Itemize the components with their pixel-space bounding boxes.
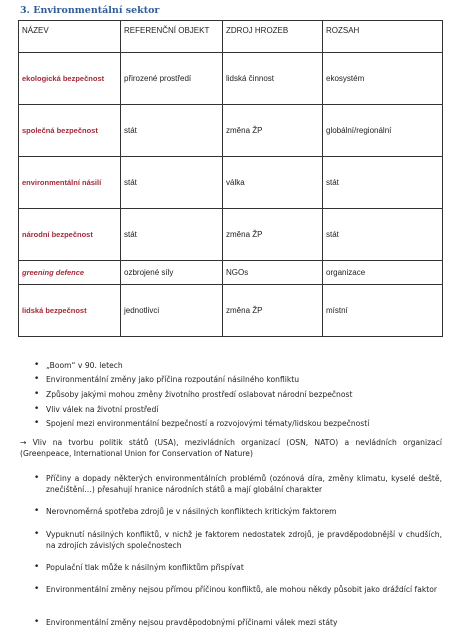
list-item: • Environmentální změny nejsou pravděpodobnými příčinami válek mezi státy <box>46 617 442 628</box>
row-reference-object: ozbrojené síly <box>121 261 223 285</box>
header-name: NÁZEV <box>19 21 121 53</box>
row-scope: místní <box>323 285 443 337</box>
table-row <box>19 209 443 261</box>
row-scope: stát <box>323 209 443 261</box>
row-name: environmentální násilí <box>19 157 121 209</box>
list-item: • Spojení mezi environmentální bezpečností a rozvojovými tématy/lidskou bezpečností <box>46 418 369 429</box>
row-threat-source: válka <box>223 157 323 209</box>
row-reference-object: stát <box>121 157 223 209</box>
row-scope: ekosystém <box>323 53 443 105</box>
row-name: společná bezpečnost <box>19 105 121 157</box>
table-header-row <box>19 21 443 53</box>
list-item: • Environmentální změny jako příčina rozpoutání násilného konfliktu <box>46 374 299 385</box>
row-scope: stát <box>323 157 443 209</box>
row-name: národní bezpečnost <box>19 209 121 261</box>
row-reference-object: přirozené prostředí <box>121 53 223 105</box>
row-scope: globální/regionální <box>323 105 443 157</box>
row-name: greening defence <box>19 261 121 285</box>
list-item: • Vypuknutí násilných konfliktů, v nichž je faktorem nedostatek zdrojů, je pravděpodobnější v chudších, na zdrojích závislých společnostech <box>46 529 442 551</box>
section-heading: 3. Environmentální sektor <box>20 5 160 16</box>
header-threat-source: ZDROJ HROZEB <box>223 21 323 53</box>
row-name: ekologická bezpečnost <box>19 53 121 105</box>
header-scope: ROZSAH <box>323 21 443 53</box>
row-scope: organizace <box>323 261 443 285</box>
table-row <box>19 285 443 337</box>
row-name: lidská bezpečnost <box>19 285 121 337</box>
row-threat-source: změna ŽP <box>223 209 323 261</box>
table-row <box>19 53 443 105</box>
list-item: • „Boom“ v 90. letech <box>46 360 123 371</box>
list-item: • Příčiny a dopady některých environmentálních problémů (ozónová díra, změny klimatu, kyselé deště, znečištění…) přesahují hranice národních států a mají globální charakter <box>46 473 442 495</box>
row-threat-source: lidská činnost <box>223 53 323 105</box>
row-threat-source: změna ŽP <box>223 105 323 157</box>
security-concepts-table <box>18 20 443 337</box>
list-item: • Způsoby jakými mohou změny životního prostředí oslabovat národní bezpečnost <box>46 389 352 400</box>
row-threat-source: změna ŽP <box>223 285 323 337</box>
header-reference-object: REFERENČNÍ OBJEKT <box>121 21 223 53</box>
list-item: • Vliv válek na životní prostředí <box>46 404 158 415</box>
row-reference-object: jednotlivci <box>121 285 223 337</box>
row-reference-object: stát <box>121 209 223 261</box>
table-row <box>19 105 443 157</box>
influence-paragraph: → Vliv na tvorbu politik států (USA), mezivládních organizací (OSN, NATO) a nevládních organizací (Greenpeace, International Union for Conservation of Nature) <box>20 438 442 458</box>
row-threat-source: NGOs <box>223 261 323 285</box>
row-reference-object: stát <box>121 105 223 157</box>
list-item: • Nerovnoměrná spotřeba zdrojů je v násilných konfliktech kritickým faktorem <box>46 506 442 517</box>
list-item: • Environmentální změny nejsou přímou příčinou konfliktů, ale mohou někdy působit jako dráždící faktor <box>46 584 442 595</box>
table-row <box>19 261 443 285</box>
list-item: • Populační tlak může k násilným konfliktům přispívat <box>46 562 442 573</box>
table-row <box>19 157 443 209</box>
